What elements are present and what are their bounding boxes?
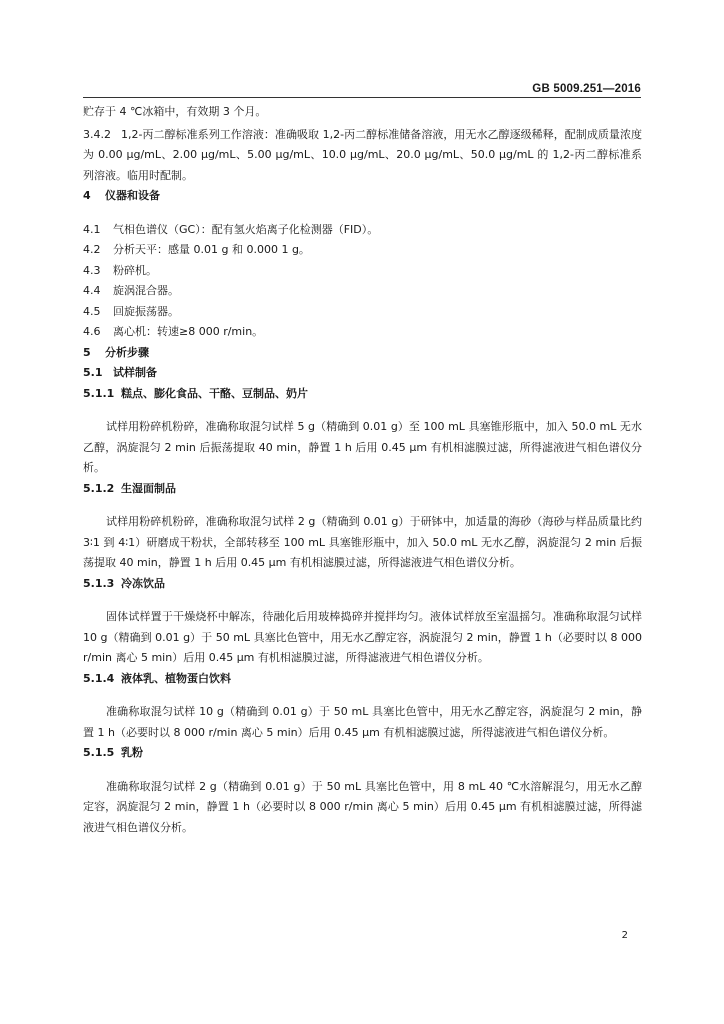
- clause-number: 5.1.1: [83, 386, 115, 400]
- clause-text: 1,2-丙二醇标准系列工作溶液：准确吸取 1,2-丙二醇标准储备溶液，用无水乙醇逐级稀释，配制成质量浓度为 0.00 μg/mL、2.00 μg/mL、5.00 μg/mL、10.0 μg/mL、20.0 μg/mL、50.0 μg/mL 的 1,2-丙二醇标准系列溶液。临用时配制。: [83, 127, 642, 182]
- clause-title: 乳粉: [121, 746, 143, 759]
- clause-3-4-2: [83, 125, 642, 187]
- page-number: 2: [621, 930, 628, 941]
- subsection-5-1-heading: [83, 363, 642, 384]
- item-number: 4.6: [83, 325, 101, 338]
- list-item: [83, 281, 642, 302]
- clause-5-1-3-heading: [83, 574, 642, 595]
- section-title: 分析步骤: [105, 345, 149, 359]
- item-number: 4.2: [83, 243, 101, 256]
- clause-5-1-2-heading: [83, 479, 642, 500]
- header-rule: [83, 97, 641, 98]
- clause-5-1-5-heading: [83, 743, 642, 764]
- item-text: 旋涡混合器。: [113, 284, 179, 297]
- item-number: 4.5: [83, 304, 101, 318]
- item-number: 4.4: [83, 284, 101, 297]
- clause-number: 5.1.2: [83, 481, 115, 495]
- subsection-title: 试样制备: [113, 366, 157, 379]
- clause-5-1-1-heading: [83, 384, 642, 405]
- item-text: 回旋振荡器。: [113, 304, 179, 318]
- clause-title: 冷冻饮品: [121, 576, 165, 590]
- list-item: [83, 240, 642, 261]
- section-title: 仪器和设备: [105, 189, 160, 202]
- item-text: 气相色谱仪（GC）：配有氢火焰离子化检测器（FID）。: [113, 222, 379, 236]
- clause-5-1-4-text: 准确称取混匀试样 10 g（精确到 0.01 g）于 50 mL 具塞比色管中，用无水乙醇定容，涡旋混匀 2 min，静置 1 h（必要时以 8 000 r/min 离心 5 min）后用 0.45 μm 有机相滤膜过滤，所得滤液进气相色谱仪分析。: [83, 705, 642, 739]
- equipment-list: [83, 220, 642, 343]
- subsection-number: 5.1: [83, 366, 103, 379]
- clause-title: 生湿面制品: [121, 481, 176, 495]
- clause-number: 5.1.4: [83, 671, 115, 685]
- clause-5-1-2-text: 试样用粉碎机粉碎，准确称取混匀试样 2 g（精确到 0.01 g）于研钵中，加适量的海砂（海砂与样品质量比约 3∶1 到 4∶1）研磨成干粉状，全部转移至 100 mL 具塞锥形瓶中，加入 50.0 mL 无水乙醇，涡旋混匀 2 min 后振荡提取 40 min，静置 1 h 后用 0.45 μm 有机相滤膜过滤，所得滤液进气相色谱仪分析。: [83, 515, 642, 569]
- clause-title: 液体乳、植物蛋白饮料: [121, 671, 231, 685]
- clause-number: 5.1.5: [83, 746, 115, 759]
- item-number: 4.3: [83, 263, 101, 277]
- list-item: [83, 302, 642, 323]
- section-4-heading: [83, 186, 642, 207]
- clause-5-1-3-text: 固体试样置于干燥烧杯中解冻，待融化后用玻棒捣碎并搅拌均匀。液体试样放至室温摇匀。准确称取混匀试样 10 g（精确到 0.01 g）于 50 mL 具塞比色管中，用无水乙醇定容，涡旋混匀 2 min，静置 1 h（必要时以 8 000 r/min 离心 5 min）后用 0.45 μm 有机相滤膜过滤，所得滤液进气相色谱仪分析。: [83, 610, 642, 664]
- clause-5-1-5-text: 准确称取混匀试样 2 g（精确到 0.01 g）于 50 mL 具塞比色管中，用 8 mL 40 ℃水溶解混匀，用无水乙醇定容，涡旋混匀 2 min，静置 1 h（必要时以 8 000 r/min 离心 5 min）后用 0.45 μm 有机相滤膜过滤，所得滤液进气相色谱仪分析。: [83, 779, 642, 834]
- item-text: 分析天平：感量 0.01 g 和 0.000 1 g。: [113, 243, 310, 256]
- item-number: 4.1: [83, 222, 101, 236]
- section-number: 5: [83, 345, 91, 359]
- item-text: 粉碎机。: [113, 263, 157, 277]
- section-5-heading: [83, 343, 642, 364]
- section-number: 4: [83, 189, 91, 202]
- clause-5-1-1-text: 试样用粉碎机粉碎，准确称取混匀试样 5 g（精确到 0.01 g）至 100 mL 具塞锥形瓶中，加入 50.0 mL 无水乙醇，涡旋混匀 2 min 后振荡提取 40 min，静置 1 h 后用 0.45 μm 有机相滤膜过滤，所得滤液进气相色谱仪分析。: [83, 420, 642, 474]
- list-item: [83, 261, 642, 282]
- continued-paragraph: 贮存于 4 ℃冰箱中，有效期 3 个月。: [83, 105, 267, 118]
- list-item: [83, 220, 642, 241]
- document-body: [83, 102, 642, 838]
- clause-title: 糕点、膨化食品、干酪、豆制品、奶片: [121, 386, 308, 400]
- standard-code: GB 5009.251—2016: [532, 83, 641, 95]
- clause-5-1-4-heading: [83, 669, 642, 690]
- clause-number: 5.1.3: [83, 576, 115, 590]
- clause-number: 3.4.2: [83, 127, 111, 141]
- list-item: [83, 322, 642, 343]
- item-text: 离心机：转速≥8 000 r/min。: [113, 325, 264, 338]
